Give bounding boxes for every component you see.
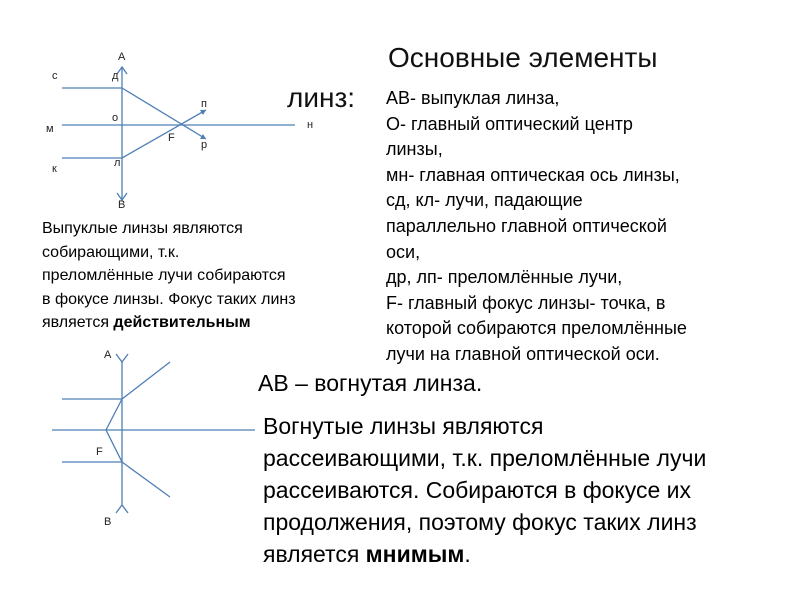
definition-line: которой собираются преломлённые [386,318,687,339]
lens-fork-top [116,354,128,362]
label-B: В [118,199,126,211]
concave-text-line: Вогнутые линзы являются [263,413,544,439]
concave-text-bold: мнимым [365,541,465,567]
ray-top-refracted [122,362,170,399]
convex-lens-diagram [0,0,380,215]
definition-line: мн- главная оптическая ось линзы, [386,164,680,185]
concave-title: АВ – вогнутая линза. [258,370,483,396]
definition-line: О- главный оптический центр [386,113,633,134]
label-B-concave: В [104,516,112,528]
definition-line: оси, [386,241,421,262]
label-p: п [201,98,207,110]
ray-bottom-refracted [122,462,170,497]
label-d: д [112,70,119,82]
label-m: м [46,123,54,135]
label-o: о [112,112,119,124]
definition-line: др, лп- преломлённые лучи, [386,267,623,288]
convex-text-bold: действительным [113,314,251,331]
label-F-concave: F [96,446,103,458]
ray-top-extension [106,399,122,430]
concave-text-line: рассеиваются. Собираются в фокусе их [263,477,692,503]
label-F: F [168,132,175,144]
convex-text-line: Выпуклые линзы являются [42,220,243,237]
title-line-2: линз: [287,82,356,113]
definition-line: лучи на главной оптической оси. [386,343,660,364]
ray-lr [122,110,206,158]
concave-lens-diagram [0,340,260,540]
definition-line: F- главный фокус линзы- точка, в [386,292,666,313]
ray-dp [122,88,206,139]
lens-fork-bottom [116,505,128,513]
label-n: н [307,119,314,131]
convex-text-line: в фокусе линзы. Фокус таких линз [42,290,296,308]
definition-line: АВ- выпуклая линза, [386,88,560,108]
convex-explanation [42,217,377,335]
concave-text-last-line [263,538,793,570]
convex-text-line: преломлённые лучи собираются [42,267,286,284]
label-k: к [52,163,57,175]
definitions-list [386,86,776,368]
concave-explanation [263,410,793,570]
convex-text-prefix: является [42,314,114,331]
concave-text-suffix: . [464,541,471,567]
convex-text-line: собирающими, т.к. [42,243,180,261]
label-r: р [201,139,208,151]
title-line-1: Основные элементы [388,42,658,73]
convex-text-last-line [42,311,377,335]
definition-line: сд, кл- лучи, падающие [386,190,583,211]
label-A: А [118,51,126,63]
label-A-concave: А [104,349,112,361]
definition-line: параллельно главной оптической [386,215,667,236]
label-l: л [114,157,121,169]
concave-text-line: продолжения, поэтому фокус таких линз [263,509,697,535]
concave-text-line: рассеивающими, т.к. преломлённые лучи [263,445,707,471]
concave-text-prefix: является [263,541,366,567]
label-c: с [52,70,58,82]
definition-line: линзы, [386,139,443,160]
ray-bottom-extension [106,430,122,462]
